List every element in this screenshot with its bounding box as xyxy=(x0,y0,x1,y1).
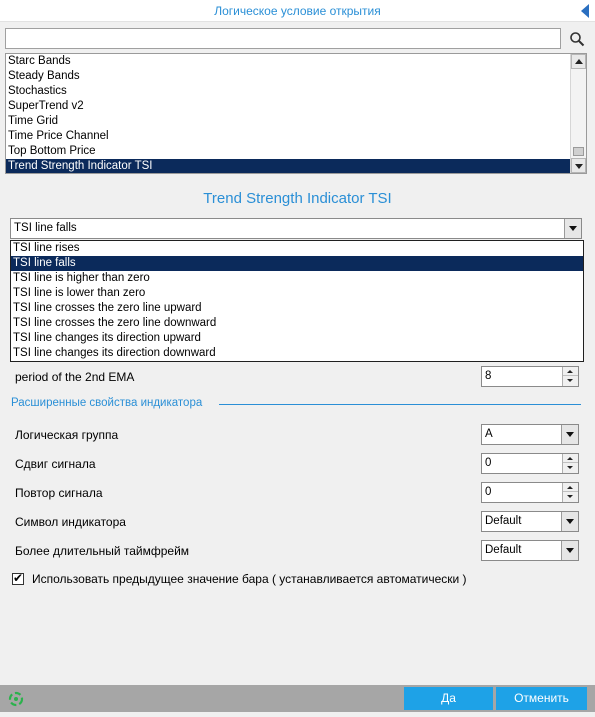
condition-select-value: TSI line falls xyxy=(14,222,77,234)
title-bar xyxy=(0,0,595,22)
logic-group-label: Логическая группа xyxy=(15,428,119,442)
indicator-title: Trend Strength Indicator TSI xyxy=(203,190,392,207)
dropdown-option[interactable]: TSI line changes its direction upward xyxy=(13,332,201,344)
stepper-up-button[interactable] xyxy=(563,483,578,492)
search-input[interactable] xyxy=(5,28,561,49)
chevron-up-icon xyxy=(567,370,573,373)
ema2-stepper[interactable] xyxy=(481,366,579,387)
logic-group-select[interactable] xyxy=(481,424,579,445)
dropdown-option[interactable]: TSI line is lower than zero xyxy=(13,287,146,299)
chevron-down-icon xyxy=(575,164,583,169)
dropdown-option[interactable]: TSI line crosses the zero line downward xyxy=(13,317,217,329)
footer-bar xyxy=(0,685,595,712)
chevron-down-icon xyxy=(567,379,573,382)
app-logo-icon xyxy=(8,691,24,707)
chevron-down-icon xyxy=(566,519,574,524)
indicator-symbol-select[interactable] xyxy=(481,511,579,532)
list-item[interactable]: Starc Bands xyxy=(8,55,71,67)
list-item[interactable]: Time Price Channel xyxy=(8,130,109,142)
signal-repeat-value[interactable]: 0 xyxy=(485,486,492,498)
section-divider xyxy=(219,404,581,405)
indicator-list[interactable] xyxy=(5,53,587,174)
ema2-label: period of the 2nd EMA xyxy=(15,370,135,384)
logic-group-value: A xyxy=(485,428,493,440)
indicator-symbol-value: Default xyxy=(485,515,522,527)
condition-dropdown-list[interactable] xyxy=(10,240,584,362)
list-item[interactable]: Top Bottom Price xyxy=(8,145,96,157)
collapse-arrow-icon[interactable] xyxy=(581,4,589,18)
indicator-symbol-dropdown-button[interactable] xyxy=(561,512,578,531)
scroll-thumb[interactable] xyxy=(573,147,584,156)
dropdown-option[interactable]: TSI line is higher than zero xyxy=(13,272,150,284)
list-scrollbar[interactable] xyxy=(570,54,586,173)
higher-timeframe-select[interactable] xyxy=(481,540,579,561)
ok-button[interactable]: Да xyxy=(404,687,493,710)
chevron-down-icon xyxy=(569,226,577,231)
higher-timeframe-label: Более длительный таймфрейм xyxy=(15,544,190,558)
dropdown-option[interactable]: TSI line rises xyxy=(13,242,80,254)
signal-shift-stepper[interactable] xyxy=(481,453,579,474)
condition-dropdown-button[interactable] xyxy=(564,219,581,238)
chevron-up-icon xyxy=(567,486,573,489)
list-item[interactable]: SuperTrend v2 xyxy=(8,100,84,112)
stepper-buttons[interactable] xyxy=(562,367,578,386)
chevron-up-icon xyxy=(567,457,573,460)
stepper-up-button[interactable] xyxy=(563,454,578,463)
signal-shift-label: Сдвиг сигнала xyxy=(15,457,96,471)
signal-repeat-label: Повтор сигнала xyxy=(15,486,103,500)
stepper-down-button[interactable] xyxy=(563,492,578,501)
higher-timeframe-value: Default xyxy=(485,544,522,556)
dropdown-option[interactable]: TSI line crosses the zero line upward xyxy=(13,302,202,314)
list-item[interactable]: Steady Bands xyxy=(8,70,80,82)
stepper-buttons[interactable] xyxy=(562,454,578,473)
prev-bar-checkbox[interactable] xyxy=(12,573,24,585)
chevron-down-icon xyxy=(567,495,573,498)
chevron-up-icon xyxy=(575,59,583,64)
scroll-down-button[interactable] xyxy=(571,158,586,173)
chevron-down-icon xyxy=(566,432,574,437)
scroll-up-button[interactable] xyxy=(571,54,586,69)
ema2-value[interactable]: 8 xyxy=(485,370,492,382)
cancel-button[interactable]: Отменить xyxy=(496,687,587,710)
logic-group-dropdown-button[interactable] xyxy=(561,425,578,444)
stepper-down-button[interactable] xyxy=(563,376,578,385)
indicator-symbol-label: Символ индикатора xyxy=(15,515,126,529)
signal-shift-value[interactable]: 0 xyxy=(485,457,492,469)
stepper-buttons[interactable] xyxy=(562,483,578,502)
search-icon[interactable] xyxy=(569,31,585,47)
dropdown-option-selected[interactable]: TSI line falls xyxy=(11,256,583,271)
advanced-section-header: Расширенные свойства индикатора xyxy=(11,397,203,409)
stepper-down-button[interactable] xyxy=(563,463,578,472)
dropdown-option[interactable]: TSI line changes its direction downward xyxy=(13,347,216,359)
list-item[interactable]: Time Grid xyxy=(8,115,59,127)
list-item[interactable]: Stochastics xyxy=(8,85,67,97)
list-item-selected[interactable]: Trend Strength Indicator TSI xyxy=(6,159,571,174)
window-title: Логическое условие открытия xyxy=(214,4,381,18)
chevron-down-icon xyxy=(566,548,574,553)
condition-select[interactable] xyxy=(10,218,582,239)
signal-repeat-stepper[interactable] xyxy=(481,482,579,503)
higher-timeframe-dropdown-button[interactable] xyxy=(561,541,578,560)
checkmark-icon: ✔ xyxy=(13,571,24,585)
stepper-up-button[interactable] xyxy=(563,367,578,376)
chevron-down-icon xyxy=(567,466,573,469)
prev-bar-label[interactable]: Использовать предыдущее значение бара ( устанавливается автоматически ) xyxy=(32,572,467,586)
